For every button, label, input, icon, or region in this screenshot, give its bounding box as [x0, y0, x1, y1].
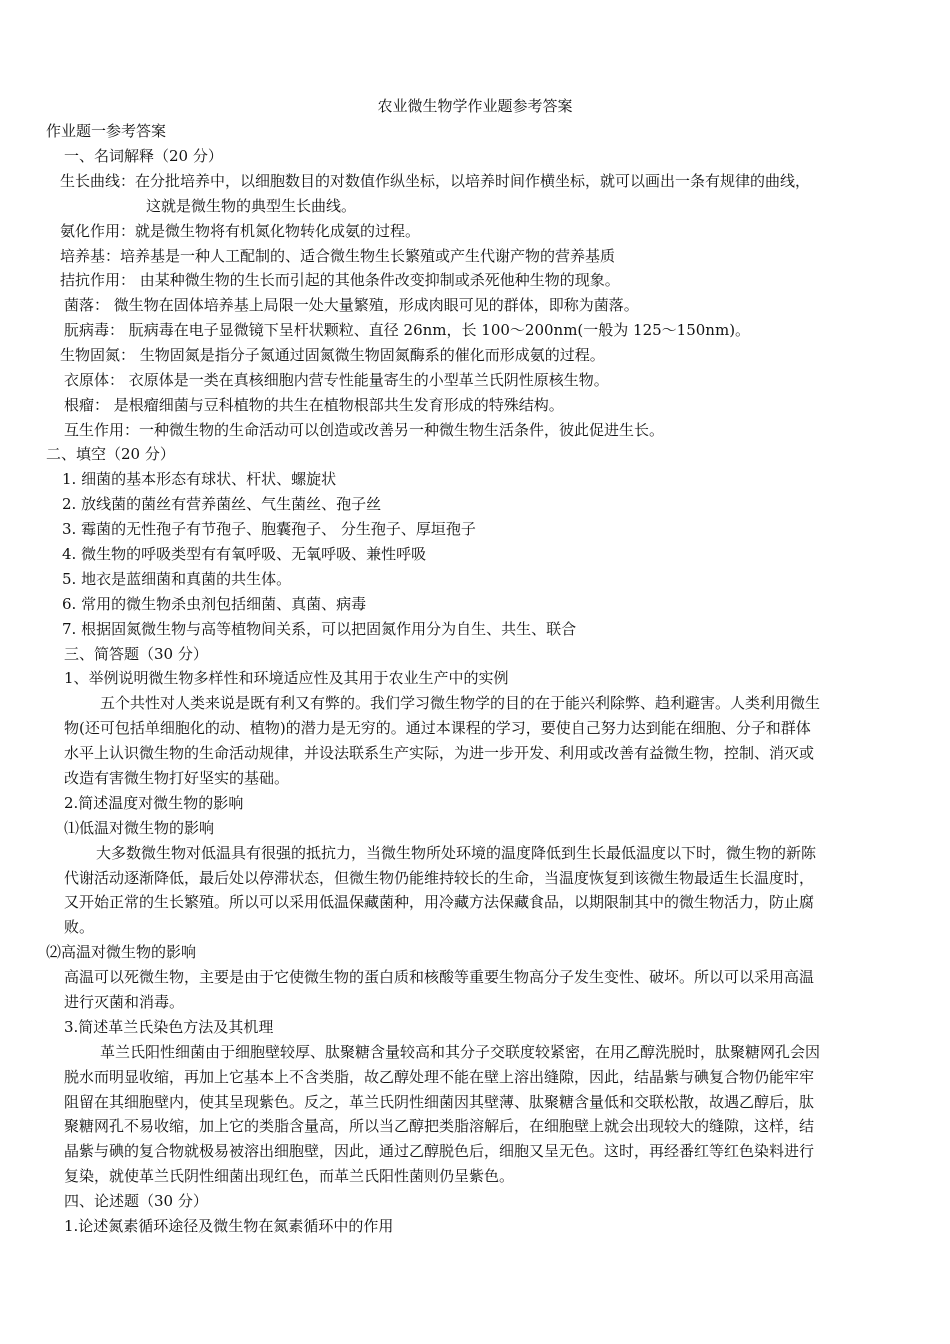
fill-item-7: 7. 根据固氮微生物与高等植物间关系，可以把固氮作用分为自生、共生、联合	[62, 620, 577, 638]
fill-item-1: 1. 细菌的基本形态有球状、杆状、螺旋状	[62, 470, 337, 488]
q3-title: 3.简述革兰氏染色方法及其机理	[64, 1018, 274, 1036]
q2-sub1-line: 又开始正常的生长繁殖。所以可以采用低温保藏菌种，用冷藏方法保藏食品，以期限制其中的微生物活力，防止腐	[64, 893, 815, 911]
term-chlamydia: 衣原体： 衣原体是一类在真核细胞内营专性能量寄生的小型革兰氏阴性原核生物。	[64, 371, 609, 389]
q3-answer-line: 脱水而明显收缩，再加上它基本上不含类脂，故乙醇处理不能在壁上溶出缝隙，因此，结晶紫与碘复合物仍能牢牢	[64, 1068, 815, 1086]
fill-item-5: 5. 地衣是蓝细菌和真菌的共生体。	[62, 570, 292, 588]
term-culture-medium: 培养基：培养基是一种人工配制的、适合微生物生长繁殖或产生代谢产物的营养基质	[60, 247, 616, 265]
section2-heading: 二、填空（20 分）	[46, 445, 175, 463]
q3-answer-line: 聚糖网孔不易收缩，加上它的类脂含量高，所以当乙醇把类脂溶解后，在细胞壁上就会出现较大的缝隙，这样，结	[64, 1117, 815, 1135]
term-mutualism: 互生作用：一种微生物的生命活动可以创造或改善另一种微生物生活条件，彼此促进生长。	[64, 421, 665, 439]
section4-heading: 四、论述题（30 分）	[64, 1192, 208, 1210]
q2-sub2-line: 进行灭菌和消毒。	[64, 993, 185, 1011]
q2-sub1-line: 大多数微生物对低温具有很强的抵抗力，当微生物所处环境的温度降低到生长最低温度以下时，微生物的新陈	[96, 844, 817, 862]
q2-sub1-line: 代谢活动逐渐降低，最后处以停滞状态，但微生物仍能维持较长的生命，当温度恢复到该微生物最适生长温度时，	[64, 869, 815, 887]
essay-q1-title: 1.论述氮素循环途径及微生物在氮素循环中的作用	[64, 1217, 394, 1235]
term-growth-curve: 生长曲线：在分批培养中，以细胞数目的对数值作纵坐标，以培养时间作横坐标，就可以画出一条有规律的曲线，	[60, 172, 811, 190]
q3-answer-line: 复染，就使革兰氏阴性细菌出现红色，而革兰氏阳性菌则仍呈紫色。	[64, 1167, 515, 1185]
term-colony: 菌落： 微生物在固体培养基上局限一处大量繁殖，形成肉眼可见的群体，即称为菌落。	[64, 296, 639, 314]
fill-item-2: 2. 放线菌的菌丝有营养菌丝、气生菌丝、孢子丝	[62, 495, 382, 513]
q2-sub1-line: 败。	[64, 918, 95, 936]
q3-answer-line: 阻留在其细胞壁内，使其呈现紫色。反之，革兰氏阴性细菌因其壁薄、肽聚糖含量低和交联松散，故遇乙醇后，肽	[64, 1093, 815, 1111]
term-nitrogen-fixation: 生物固氮： 生物固氮是指分子氮通过固氮微生物固氮酶系的催化而形成氨的过程。	[60, 346, 605, 364]
q1-answer-line: 水平上认识微生物的生命活动规律，并设法联系生产实际，为进一步开发、利用或改善有益微生物，控制、消灭或	[64, 744, 815, 762]
section1-heading: 一、名词解释（20 分）	[64, 147, 223, 165]
term-prion: 朊病毒： 朊病毒在电子显微镜下呈杆状颗粒、直径 26nm，长 100～200nm(一般为 125～150nm)。	[64, 321, 751, 339]
term-antagonism: 拮抗作用： 由某种微生物的生长而引起的其他条件改变抑制或杀死他种生物的现象。	[60, 271, 620, 289]
document-title: 农业微生物学作业题参考答案	[377, 97, 573, 115]
fill-item-6: 6. 常用的微生物杀虫剂包括细菌、真菌、病毒	[62, 595, 367, 613]
term-growth-curve-cont: 这就是微生物的典型生长曲线。	[146, 197, 357, 215]
fill-item-4: 4. 微生物的呼吸类型有有氧呼吸、无氧呼吸、兼性呼吸	[62, 545, 427, 563]
q2-sub2-line: 高温可以死微生物，主要是由于它使微生物的蛋白质和核酸等重要生物高分子发生变性、破坏。所以可以采用高温	[64, 968, 815, 986]
q2-title: 2.简述温度对微生物的影响	[64, 794, 244, 812]
section3-heading: 三、简答题（30 分）	[64, 645, 208, 663]
assignment-heading: 作业题一参考答案	[46, 122, 167, 140]
q2-sub2-title: ⑵高温对微生物的影响	[46, 943, 197, 961]
term-root-nodule: 根瘤： 是根瘤细菌与豆科植物的共生在植物根部共生发育形成的特殊结构。	[64, 396, 564, 414]
q1-answer-line: 五个共性对人类来说是既有利又有弊的。我们学习微生物学的目的在于能兴利除弊、趋利避害。人类利用微生	[100, 694, 821, 712]
q1-answer-line: 改造有害微生物打好坚实的基础。	[64, 769, 290, 787]
term-ammonification: 氨化作用：就是微生物将有机氮化物转化成氨的过程。	[60, 222, 421, 240]
q2-sub1-title: ⑴低温对微生物的影响	[64, 819, 215, 837]
q3-answer-line: 革兰氏阳性细菌由于细胞壁较厚、肽聚糖含量较高和其分子交联度较紧密，在用乙醇洗脱时，肽聚糖网孔会因	[100, 1043, 821, 1061]
fill-item-3: 3. 霉菌的无性孢子有节孢子、胞囊孢子、 分生孢子、厚垣孢子	[62, 520, 476, 538]
q1-answer-line: 物(还可包括单细胞化的动、植物)的潜力是无穷的。通过本课程的学习，要使自己努力达到能在细胞、分子和群体	[64, 719, 811, 737]
q3-answer-line: 晶紫与碘的复合物就极易被溶出细胞壁，因此，通过乙醇脱色后，细胞又呈无色。这时，再经番红等红色染料进行	[64, 1142, 815, 1160]
q1-title: 1、举例说明微生物多样性和环境适应性及其用于农业生产中的实例	[64, 669, 509, 687]
